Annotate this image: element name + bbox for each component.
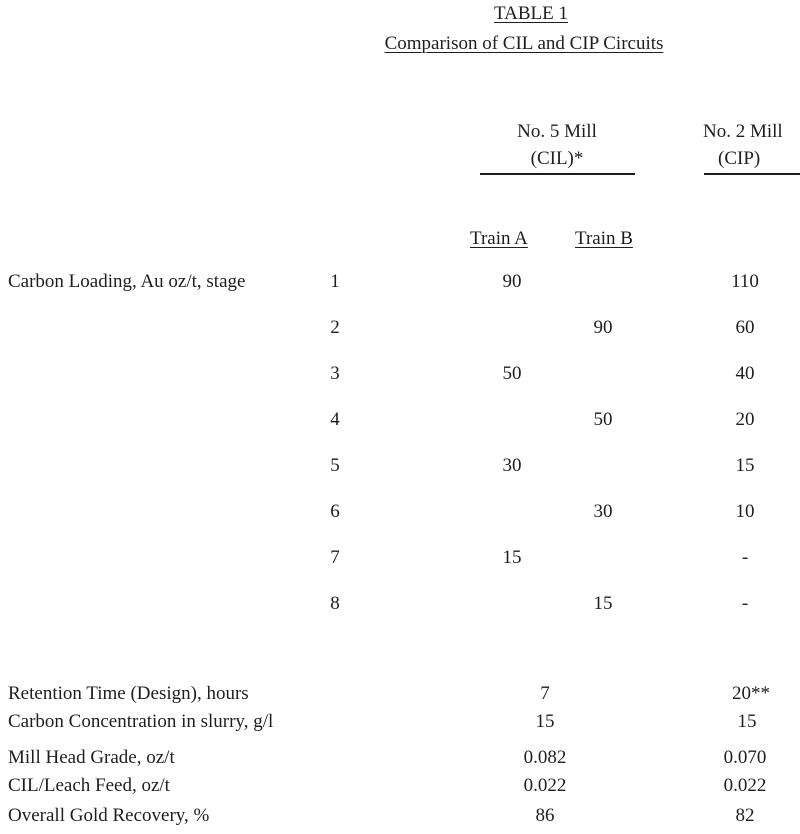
col-header-mill5: No. 5 Mill: [517, 121, 597, 142]
stage-mill2-value: 110: [731, 271, 759, 292]
mill5-header-rule: [480, 173, 635, 175]
carbon-loading-label: Carbon Loading, Au oz/t, stage: [8, 271, 246, 292]
stage-number: 2: [330, 317, 340, 338]
summary-mill2-value: 20**: [732, 683, 770, 704]
col-header-train-b: Train B: [575, 228, 633, 249]
col-header-mill5-type: (CIL)*: [530, 148, 584, 169]
summary-mill2-value: 15: [737, 711, 757, 732]
stage-mill2-value: -: [741, 547, 749, 568]
summary-mill5-value: 7: [540, 683, 550, 704]
col-header-train-a: Train A: [470, 228, 528, 249]
stage-train-a-value: 30: [502, 455, 522, 476]
summary-mill2-value: 0.070: [723, 747, 767, 768]
stage-train-b-value: 30: [593, 501, 613, 522]
stage-train-b-value: 15: [593, 593, 613, 614]
stage-number: 6: [330, 501, 340, 522]
summary-label: CIL/Leach Feed, oz/t: [8, 775, 170, 796]
stage-mill2-value: 20: [735, 409, 755, 430]
summary-mill5-value: 15: [535, 711, 555, 732]
mill2-header-rule: [704, 173, 800, 175]
table-subtitle: Comparison of CIL and CIP Circuits: [384, 33, 664, 54]
summary-mill2-value: 82: [735, 805, 755, 826]
stage-number: 5: [330, 455, 340, 476]
stage-mill2-value: 10: [735, 501, 755, 522]
summary-label: Retention Time (Design), hours: [8, 683, 249, 704]
summary-label: Carbon Concentration in slurry, g/l: [8, 711, 274, 732]
stage-train-b-value: 90: [593, 317, 613, 338]
stage-mill2-value: 60: [735, 317, 755, 338]
stage-number: 7: [330, 547, 340, 568]
table-title: TABLE 1: [494, 3, 568, 24]
stage-number: 4: [330, 409, 340, 430]
col-header-mill2-type: (CIP): [718, 148, 761, 169]
summary-mill2-value: 0.022: [723, 775, 767, 796]
summary-label: Overall Gold Recovery, %: [8, 805, 210, 826]
summary-label: Mill Head Grade, oz/t: [8, 747, 175, 768]
summary-mill5-value: 0.082: [523, 747, 567, 768]
stage-mill2-value: -: [741, 593, 749, 614]
stage-train-a-value: 15: [502, 547, 522, 568]
stage-number: 1: [330, 271, 340, 292]
col-header-mill2: No. 2 Mill: [703, 121, 783, 142]
stage-train-b-value: 50: [593, 409, 613, 430]
stage-train-a-value: 50: [502, 363, 522, 384]
summary-mill5-value: 86: [535, 805, 555, 826]
stage-train-a-value: 90: [502, 271, 522, 292]
stage-mill2-value: 15: [735, 455, 755, 476]
stage-number: 8: [330, 593, 340, 614]
summary-mill5-value: 0.022: [523, 775, 567, 796]
stage-number: 3: [330, 363, 340, 384]
stage-mill2-value: 40: [735, 363, 755, 384]
